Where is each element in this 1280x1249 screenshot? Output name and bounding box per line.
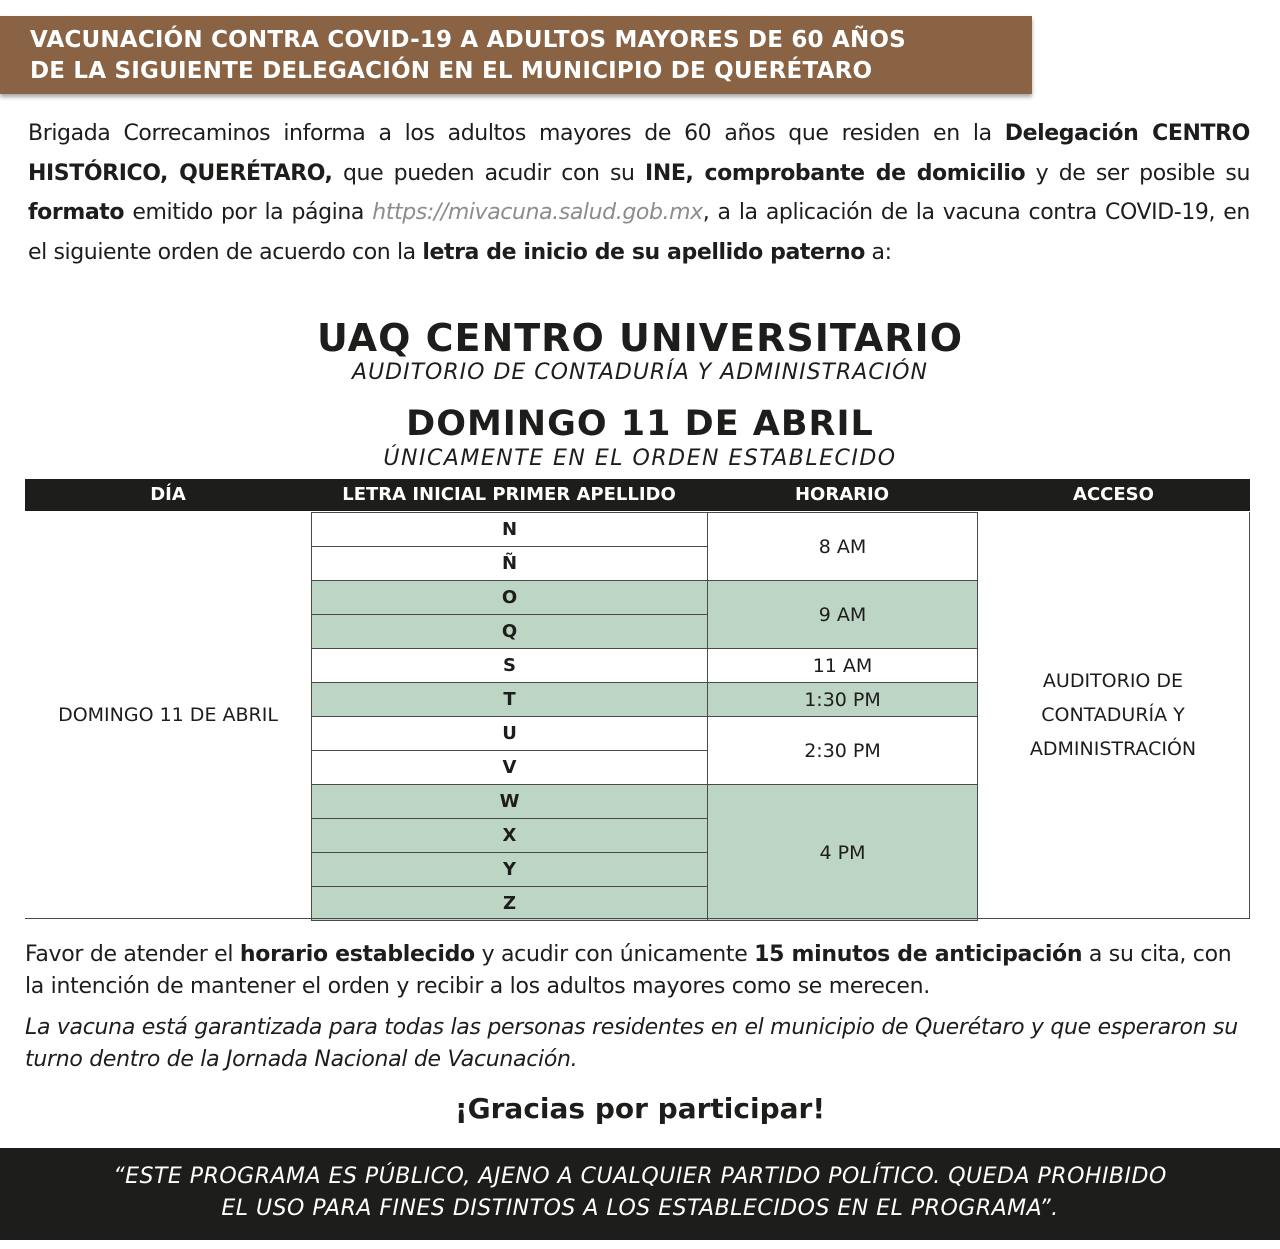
intro-text: , a la aplicación de la vacuna contra COVID-19, en el siguiente orden de acuerdo con la — [28, 200, 1250, 265]
access-line: AUDITORIO DE — [1042, 670, 1184, 692]
letter-cell: O — [311, 580, 708, 615]
access-cell — [977, 512, 1250, 918]
banner-line-1: VACUNACIÓN CONTRA COVID-19 A ADULTOS MAYORES DE 60 AÑOS — [30, 27, 906, 53]
time-cell: 4 PM — [707, 784, 978, 921]
letter-cell: Q — [311, 614, 708, 649]
date-subtitle: ÚNICAMENTE EN EL ORDEN ESTABLECIDO — [383, 446, 897, 471]
time-cell: 11 AM — [707, 648, 978, 683]
intro-text: y de ser posible su — [1025, 160, 1251, 186]
time-cell: 2:30 PM — [707, 716, 978, 785]
letter-cell: Z — [311, 886, 708, 921]
letter-cell: V — [311, 750, 708, 785]
note-bold: horario establecido — [239, 942, 475, 967]
letter-cell: X — [311, 818, 708, 853]
header-day: DÍA — [150, 484, 186, 505]
header-letter: LETRA INICIAL PRIMER APELLIDO — [342, 484, 676, 505]
header-access: ACCESO — [1073, 484, 1154, 505]
footer-line-2: EL USO PARA FINES DISTINTOS A LOS ESTABLECIDOS EN EL PROGRAMA”. — [221, 1196, 1059, 1221]
time-cell: 9 AM — [707, 580, 978, 649]
intro-paragraph — [28, 114, 1250, 272]
instructions-note — [25, 939, 1250, 1003]
intro-text: a: — [864, 239, 892, 265]
note-bold: 15 minutos de anticipación — [754, 942, 1083, 967]
legal-footer — [0, 1148, 1280, 1240]
vaccine-url: https://mivacuna.salud.gob.mx — [372, 200, 703, 225]
time-cell: 1:30 PM — [707, 682, 978, 717]
letter-cell: S — [311, 648, 708, 683]
letter-cell: Y — [311, 852, 708, 887]
intro-bold: formato — [28, 200, 125, 225]
access-line: CONTADURÍA Y — [1041, 704, 1185, 726]
intro-text: emitido por la página — [124, 200, 373, 225]
intro-bold: INE, comprobante de domicilio — [645, 160, 1026, 186]
thanks-text: ¡Gracias por participar! — [454, 1092, 826, 1125]
intro-bold: Delegación CENTRO HISTÓRICO, QUERÉTARO, — [28, 121, 1250, 186]
intro-text: que pueden acudir con su — [332, 160, 646, 186]
table-bottom-border — [25, 918, 1250, 919]
guarantee-note: La vacuna está garantizada para todas las personas residentes en el municipio de Querétaro y que esperaron su turno dentro de la Jornada Nacional de Vacunación. — [25, 1015, 1238, 1072]
note-text: y acudir con únicamente — [474, 942, 755, 967]
letter-cell: W — [311, 784, 708, 819]
venue-subtitle: AUDITORIO DE CONTADURÍA Y ADMINISTRACIÓN — [352, 360, 928, 385]
date-title: DOMINGO 11 DE ABRIL — [406, 404, 874, 444]
note-text: Favor de atender el — [25, 942, 240, 967]
table-header — [25, 479, 1250, 511]
note-text: a su cita, con la intención de mantener el orden y recibir a los adultos mayores como se merecen. — [25, 942, 1232, 999]
footer-line-1: “ESTE PROGRAMA ES PÚBLICO, AJENO A CUALQUIER PARTIDO POLÍTICO. QUEDA PROHIBIDO — [113, 1164, 1167, 1189]
header-time: HORARIO — [794, 484, 890, 505]
letter-cell: N — [311, 512, 708, 547]
banner-line-2: DE LA SIGUIENTE DELEGACIÓN EN EL MUNICIPIO DE QUERÉTARO — [30, 58, 873, 84]
time-cell: 8 AM — [707, 512, 978, 581]
intro-text: Brigada Correcaminos informa a los adultos mayores de 60 años que residen en la — [28, 121, 1005, 146]
letter-cell: T — [311, 682, 708, 717]
venue-name: UAQ CENTRO UNIVERSITARIO — [316, 316, 963, 360]
access-line: ADMINISTRACIÓN — [1029, 738, 1197, 760]
intro-bold: letra de inicio de su apellido paterno — [422, 239, 865, 265]
day-cell: DOMINGO 11 DE ABRIL — [58, 704, 278, 726]
letter-cell: Ñ — [311, 546, 708, 581]
letter-cell: U — [311, 716, 708, 751]
title-banner — [0, 16, 1032, 94]
